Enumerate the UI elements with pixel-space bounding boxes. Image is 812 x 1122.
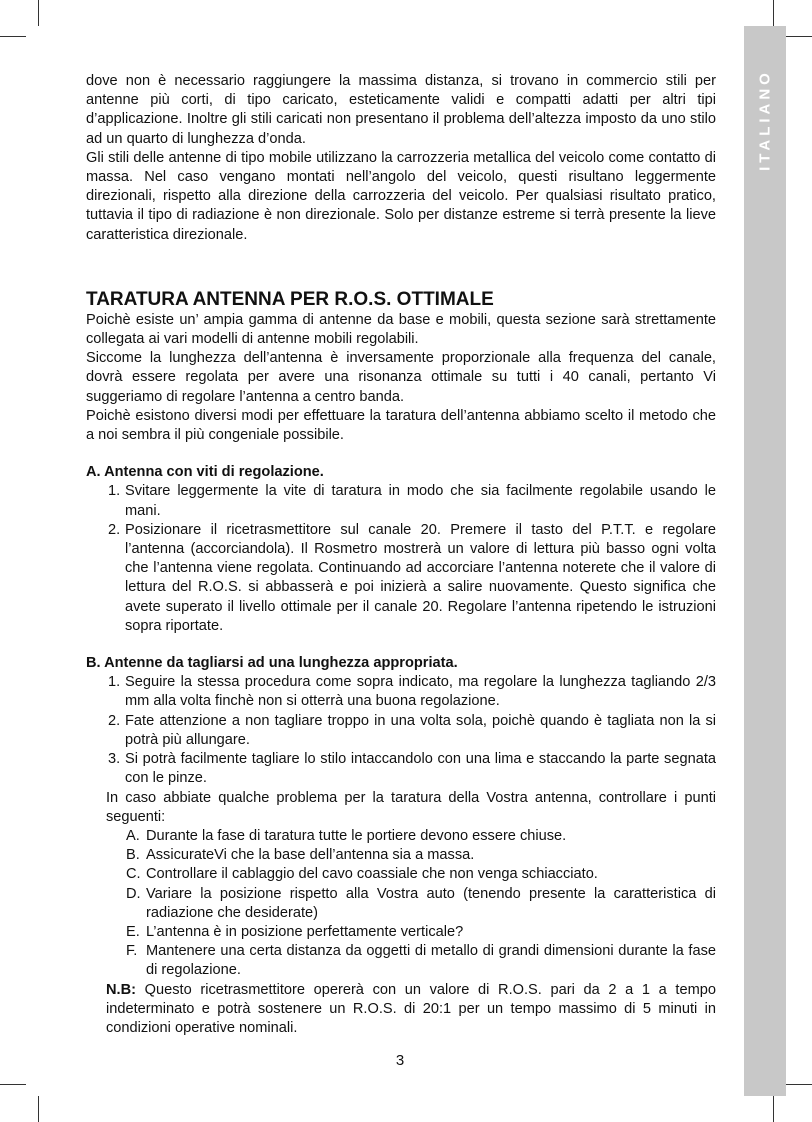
note-label: N.B: <box>106 981 136 998</box>
part-b-title: B. Antenne da tagliarsi ad una lunghezza appropriata. <box>86 655 458 672</box>
language-side-tab <box>744 26 786 1096</box>
check-letter: F. <box>126 943 138 960</box>
page-content <box>86 72 716 1038</box>
crop-mark <box>38 1096 39 1122</box>
note-paragraph <box>86 981 716 1039</box>
list-item <box>86 827 716 846</box>
list-item <box>86 846 716 865</box>
check-text: L’antenna è in posizione perfettamente verticale? <box>146 923 464 940</box>
step-text: Svitare leggermente la vite di taratura in modo che sia facilmente regolabile usando le mani. <box>125 483 716 519</box>
crop-mark <box>0 1084 26 1085</box>
check-text: AssicurateVi che la base dell’antenna sia a massa. <box>146 847 475 864</box>
step-text: Fate attenzione a non tagliare troppo in una volta sola, poichè quando è tagliata non la si potrà più allungare. <box>125 712 716 748</box>
check-text: Variare la posizione rispetto alla Vostra auto (tenendo presente la caratteristica di radiazione che desiderate) <box>146 885 716 921</box>
intro-paragraph: dove non è necessario raggiungere la massima distanza, si trovano in commercio stili per antenne più corti, di tipo caricato, esteticamente validi e compatti adatti per altri tipi d’applicazione. Inoltre gli stili caricati non presentano il problema dell’altezza imposto da uno stilo ad un quarto di lunghezza d’onda. <box>86 73 716 147</box>
note-text: Questo ricetrasmettitore opererà con un valore di R.O.S. pari da 2 a 1 a tempo indeterminato e potrà sostenere un R.O.S. di 20:1 per un tempo massimo di 5 minuti in condizioni operative nominali. <box>106 981 716 1036</box>
list-item <box>86 865 716 884</box>
page-number: 3 <box>395 1052 405 1069</box>
part-a-title: A. Antenna con viti di regolazione. <box>86 464 324 481</box>
step-text: Si potrà facilmente tagliare lo stilo intaccandolo con una lima e staccando la parte segnata con le pinze. <box>125 751 716 787</box>
list-item <box>86 750 716 788</box>
list-item <box>86 942 716 980</box>
intro-paragraph: Gli stili delle antenne di tipo mobile utilizzano la carrozzeria metallica del veicolo come contatto di massa. Nel caso vengano montati nell’angolo del veicolo, questi risultano leggermente direzionali, rispetto alla direzione della carrozzeria del veicolo. Per qualsiasi risultato pratico, tuttavia il tipo di radiazione è non direzionale. Solo per distanze estreme si terrà presente la lieve caratteristica direzionale. <box>86 149 716 243</box>
trouble-intro: In caso abbiate qualche problema per la taratura della Vostra antenna, controllare i punti seguenti: <box>106 789 716 825</box>
language-label: ITALIANO <box>756 69 774 171</box>
part-a-steps <box>86 482 716 636</box>
crop-mark <box>38 0 39 26</box>
check-text: Durante la fase di taratura tutte le portiere devono essere chiuse. <box>146 827 567 844</box>
list-item <box>86 712 716 750</box>
part-b-steps <box>86 673 716 788</box>
crop-mark <box>0 36 26 37</box>
step-number: 2. <box>108 521 121 538</box>
step-text: Seguire la stessa procedura come sopra indicato, ma regolare la lunghezza tagliando 2/3 mm alla volta finchè non si otterrà una buona regolazione. <box>125 674 716 710</box>
crop-mark <box>773 0 774 26</box>
list-item <box>86 923 716 942</box>
check-text: Mantenere una certa distanza da oggetti di metallo di grandi dimensioni durante la fase di regolazione. <box>146 943 716 979</box>
step-text: Posizionare il ricetrasmettitore sul canale 20. Premere il tasto del P.T.T. e regolare l’antenna (accorciandola). Il Rosmetro mostrerà un valore di lettura più basso ogni volta che l’antenna viene regolata. Continuando ad accorciare l’antenna noterete che il valore di lettura del R.O.S. si abbasserà e poi inizierà a salire nuovamente. Questo significa che avete superato il livello ottimale per il canale 20. Regolare l’antenna ripetendo le istruzioni sopra riportate. <box>125 521 716 634</box>
crop-mark <box>786 36 812 37</box>
list-item <box>86 521 716 636</box>
crop-mark <box>773 1096 774 1122</box>
check-text: Controllare il cablaggio del cavo coassiale che non venga schiacciato. <box>146 866 598 883</box>
check-letter: D. <box>126 885 141 902</box>
check-letter: E. <box>126 923 140 940</box>
list-item <box>86 482 716 520</box>
section-paragraph: Poichè esistono diversi modi per effettuare la taratura dell’antenna abbiamo scelto il metodo che a noi sembra il più congeniale possibile. <box>86 407 716 444</box>
list-item <box>86 885 716 923</box>
check-letter: B. <box>126 847 140 864</box>
check-letter: A. <box>126 827 140 844</box>
section-paragraph: Poichè esiste un’ ampia gamma di antenne da base e mobili, questa sezione sarà strettamente collegata ai vari modelli di antenne mobili regolabili. <box>86 311 716 348</box>
list-item <box>86 673 716 711</box>
section-title: TARATURA ANTENNA PER R.O.S. OTTIMALE <box>86 288 494 310</box>
step-number: 1. <box>108 483 121 500</box>
checklist <box>86 827 716 981</box>
crop-mark <box>786 1084 812 1085</box>
section-paragraph: Siccome la lunghezza dell’antenna è inversamente proporzionale alla frequenza del canale, dovrà essere regolata per avere una risonanza ottimale su tutti i 40 canali, pertanto Vi suggeriamo di regolare l’antenna a centro banda. <box>86 350 716 405</box>
step-number: 3. <box>108 751 121 768</box>
step-number: 2. <box>108 712 121 729</box>
step-number: 1. <box>108 674 121 691</box>
check-letter: C. <box>126 866 141 883</box>
